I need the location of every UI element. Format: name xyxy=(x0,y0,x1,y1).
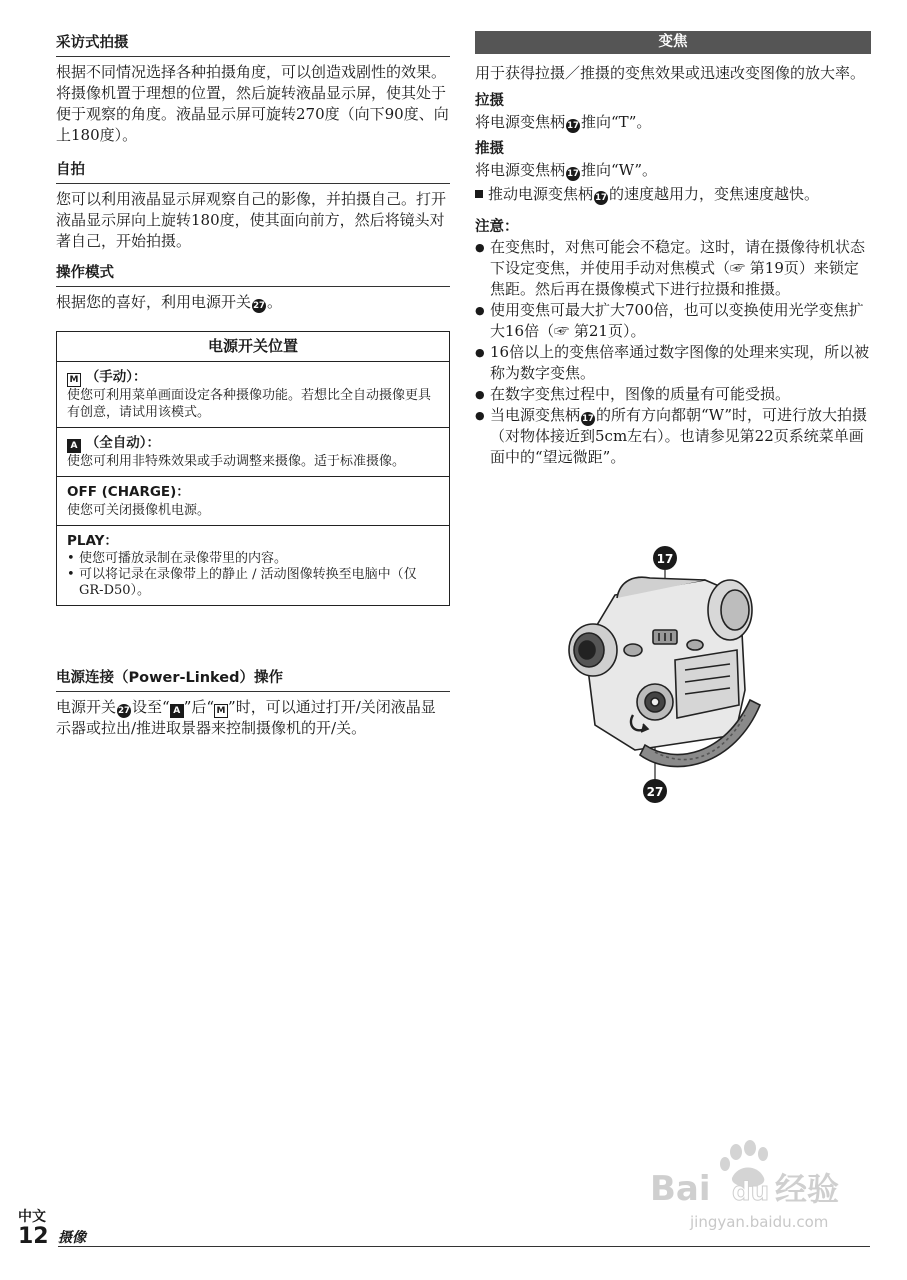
zoom-lever-callout-icon: 17 xyxy=(567,121,579,131)
list-item: ● 16倍以上的变焦倍率通过数字图像的处理来实现，所以被称为数字变焦。 xyxy=(475,342,871,384)
zoom-lever-callout-icon: 17 xyxy=(595,193,607,203)
zoom-out-heading: 拉摄 xyxy=(475,93,504,109)
mode-play: PLAY： • 使您可播放录制在录像带里的内容。 • 可以将记录在录像带上的静止 / 活动图像转换至电脑中（仅GR-D50）。 xyxy=(57,526,449,605)
svg-text:du: du xyxy=(732,1177,770,1207)
list-item: ● 在数字变焦过程中，图像的质量有可能受损。 xyxy=(475,384,871,405)
baidu-logo-icon xyxy=(650,1138,870,1213)
auto-mode-icon: A xyxy=(170,704,184,718)
manual-mode-icon: M xyxy=(67,373,81,387)
mode-description: 使您可利用菜单画面设定各种摄像功能。若想比全自动摄像更具有创意，请试用该模式。 xyxy=(67,388,432,420)
baidu-watermark xyxy=(650,1138,870,1217)
list-item: • 可以将记录在录像带上的静止 / 活动图像转换至电脑中（仅GR-D50）。 xyxy=(67,567,439,599)
mode-off-charge: OFF (CHARGE)： 使您可关闭摄像机电源。 xyxy=(57,477,449,526)
footer-language: 中文 xyxy=(18,1209,46,1225)
power-switch-callout-label: 27 xyxy=(646,785,664,799)
section-heading: 电源连接（Power-Linked）操作 xyxy=(56,666,450,692)
mode-manual: M （手动）： 使您可利用菜单画面设定各种摄像功能。若想比全自动摄像更具有创意，请试用该模式。 xyxy=(57,362,449,428)
zoom-lever-callout-label: 17 xyxy=(656,552,674,566)
manual-mode-icon: M xyxy=(214,704,228,718)
zoom-lever-callout-icon: 17 xyxy=(582,414,594,424)
square-bullet-icon xyxy=(475,190,483,198)
section-heading: 操作模式 xyxy=(56,261,450,287)
section-body: 电源开关 27 设至“ A ”后“ M ”时，可以通过打开/关闭液晶显示器或拉出/推进取景器来控制摄像机的开/关。 xyxy=(56,698,436,737)
section-self-recording xyxy=(56,158,450,252)
power-switch-position-box xyxy=(56,331,450,606)
zoom-intro: 用于获得拉摄／推摄的变焦效果或迅速改变图像的放大率。 xyxy=(475,64,866,82)
notes-heading: 注意： xyxy=(475,219,519,235)
page-number: 12 xyxy=(18,1224,49,1249)
list-item: ● 在变焦时，对焦可能会不稳定。这时，请在摄像待机状态下设定变焦，并使用手动对焦模式（☞ 第19页）来锁定焦距。然后再在摄像模式下进行拉摄和推摄。 xyxy=(475,237,871,300)
camcorder-illustration xyxy=(555,540,785,810)
mode-description: 使您可关闭摄像机电源。 xyxy=(67,503,211,518)
svg-text:Bai: Bai xyxy=(650,1169,711,1209)
zoom-in-text: 将电源变焦柄 17 推向“W”。 xyxy=(475,161,658,179)
power-switch-callout-icon: 27 xyxy=(253,301,265,311)
list-item: • 使您可播放录制在录像带里的内容。 xyxy=(67,551,439,567)
notes-list xyxy=(475,237,871,468)
zoom-lever-callout-icon: 17 xyxy=(567,169,579,179)
section-heading: 采访式拍摄 xyxy=(56,31,450,57)
box-title: 电源开关位置 xyxy=(57,332,449,362)
watermark-url: jingyan.baidu.com xyxy=(690,1213,829,1231)
section-interview-shooting xyxy=(56,31,450,146)
mode-description: 使您可利用非特殊效果或手动调整来摄像。适于标准摄像。 xyxy=(67,454,406,469)
auto-mode-icon: A xyxy=(67,439,81,453)
svg-text:经验: 经验 xyxy=(775,1170,840,1208)
zoom-in-heading: 推摄 xyxy=(475,141,504,157)
section-heading: 自拍 xyxy=(56,158,450,184)
section-body: 您可以利用液晶显示屏观察自己的影像，并拍摄自己。打开液晶显示屏向上旋转180度，使其面向前方，然后将镜头对著自己，开始拍摄。 xyxy=(56,190,447,250)
list-item: ● 当电源变焦柄 17 的所有方向都朝“W”时，可进行放大拍摄（对物体接近到5cm左右）。也请参见第22页系统菜单画面中的“望远微距”。 xyxy=(475,405,871,468)
zoom-section xyxy=(475,31,871,468)
list-item: ● 使用变焦可最大扩大700倍，也可以变换使用光学变焦扩大16倍（☞ 第21页）。 xyxy=(475,300,871,342)
section-operation-mode xyxy=(56,261,450,313)
zoom-out-text: 将电源变焦柄 17 推向“T”。 xyxy=(475,113,652,131)
zoom-section-title: 变焦 xyxy=(475,31,871,54)
footer-divider xyxy=(58,1246,870,1247)
section-body: 根据不同情况选择各种拍摄角度，可以创造戏剧性的效果。将摄像机置于理想的位置，然后旋转液晶显示屏，使其处于便于观察的角度。液晶显示屏可旋转270度（向下90度、向上180度）。 xyxy=(56,63,449,144)
mode-full-auto: A （全自动）： 使您可利用非特殊效果或手动调整来摄像。适于标准摄像。 xyxy=(57,428,449,477)
power-switch-callout-icon: 27 xyxy=(118,706,130,716)
zoom-tip: 推动电源变焦柄 17 的速度越用力，变焦速度越快。 xyxy=(475,184,871,205)
footer-section-title: 摄像 xyxy=(58,1230,86,1246)
section-body: 根据您的喜好，利用电源开关 27 。 xyxy=(56,293,283,311)
section-power-linked xyxy=(56,666,450,739)
